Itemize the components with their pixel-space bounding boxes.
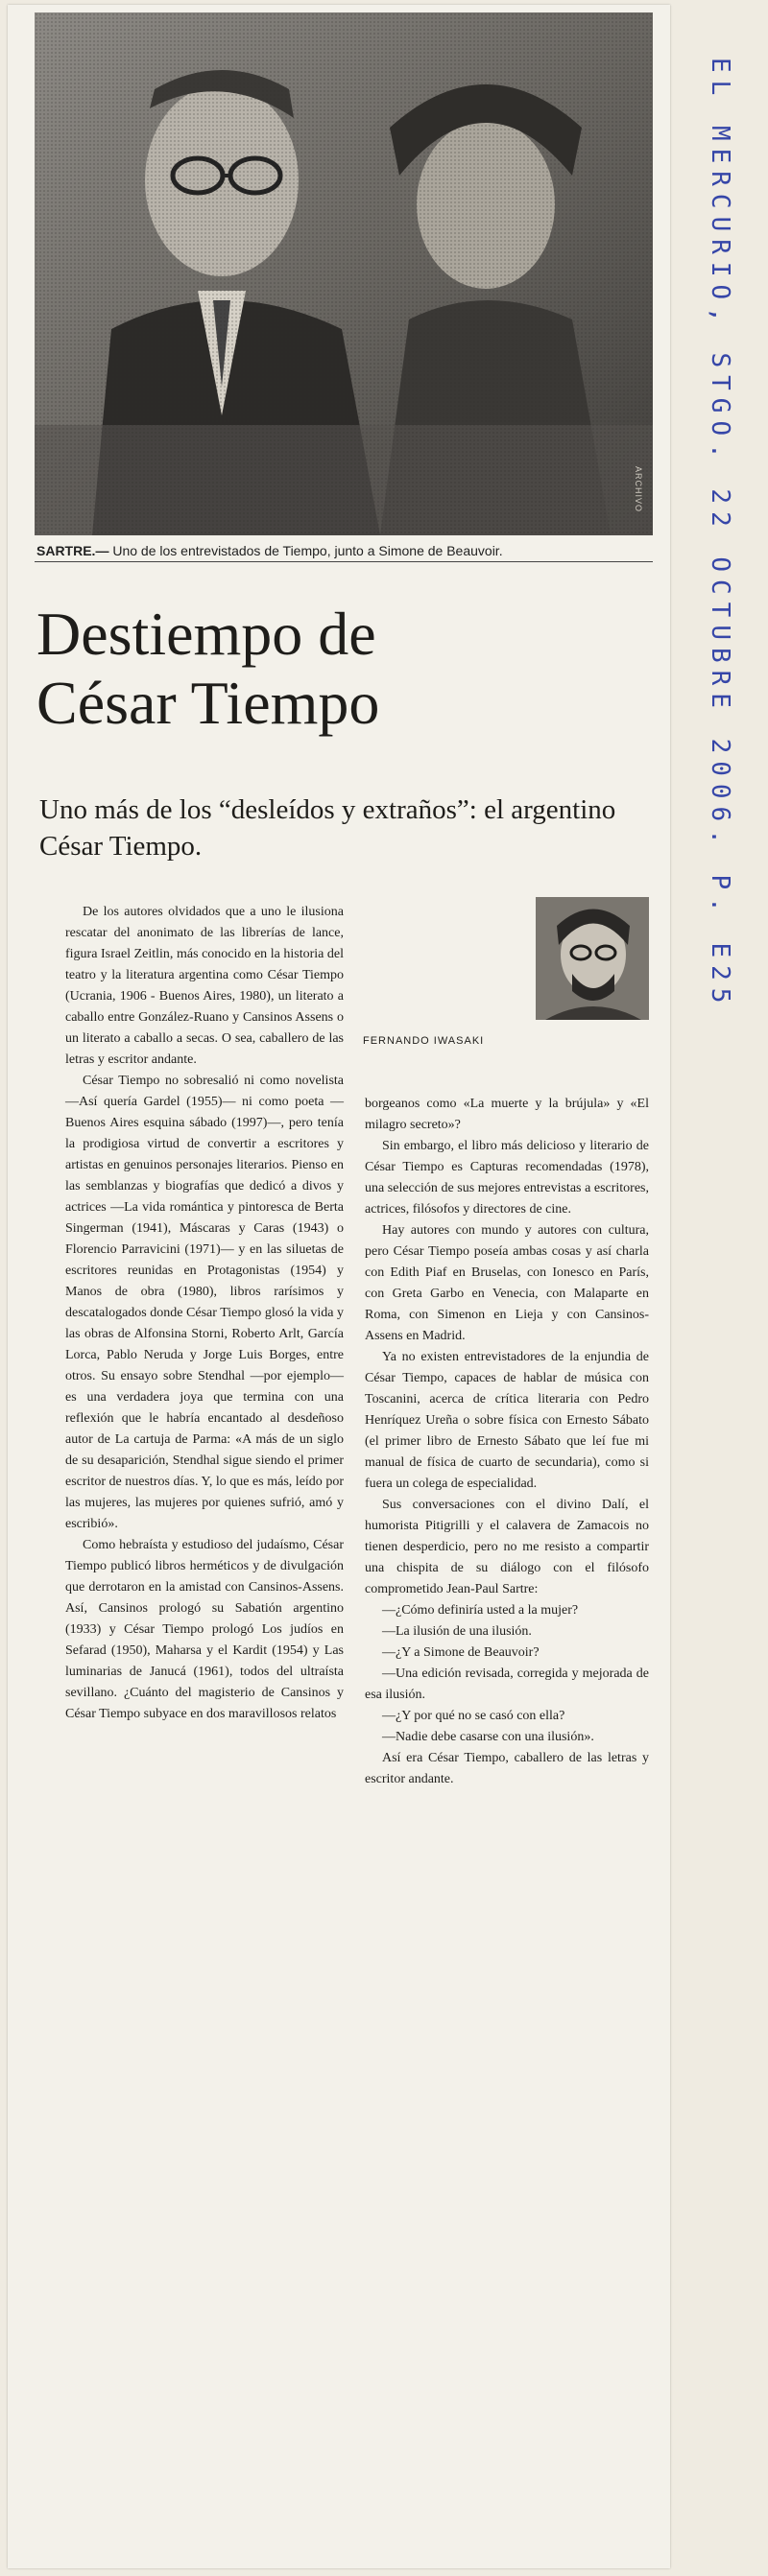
sartre-photo: [35, 12, 653, 535]
author-byline: FERNANDO IWASAKI: [363, 1035, 485, 1047]
paragraph: Ya no existen entrevistadores de la enjundia de César Tiempo, capaces de hablar de música con Toscanini, acerca de crítica literaria con Pedro Henríquez Ureña o sobre física con Ernesto Sábato (el primer libro de Ernesto Sábato que leí fue mi manual de física de cuarto de secundaria), como si fuera un colega de especialidad.: [365, 1350, 649, 1491]
paragraph: Como hebraísta y estudioso del judaísmo, César Tiempo publicó libros herméticos y de divulgación que derrotaron en la amistad con Cansinos-Assens. Así, Cansinos prologó su Sabatión argentino (1933) y César Tiempo prologó Los judíos en Sefarad (1950), Maharsa y el Kardit (1954) y Las luminarias de Janucá (1961), todos del ultraísta sevillano. ¿Cuánto del magisterio de Cansinos y César Tiempo subyace en dos maravillosos relatos: [65, 1538, 344, 1721]
paragraph: Sin embargo, el libro más delicioso y literario de César Tiempo es Capturas recomendadas (1978), una selección de sus mejores entrevistas a escritores, actrices, filósofos y directores de cine.: [365, 1139, 649, 1217]
dialogue-line: —¿Cómo definiría usted a la mujer?: [382, 1603, 579, 1618]
headline-line-2: César Tiempo: [36, 669, 380, 737]
caption-divider: [35, 561, 653, 562]
paragraph: Así era César Tiempo, caballero de las letras y escritor andante.: [365, 1751, 649, 1786]
author-portrait-illustration: [536, 897, 649, 1020]
source-note-text: EL MERCURIO, STGO. 22 OCTUBRE 2006. P. E25: [706, 58, 734, 1011]
paragraph: borgeanos como «La muerte y la brújula» y «El milagro secreto»?: [365, 1097, 649, 1132]
newspaper-clipping: [8, 5, 670, 2568]
caption-text: Uno de los entrevistados de Tiempo, junto a Simone de Beauvoir.: [108, 543, 503, 558]
photo-caption: [36, 543, 660, 558]
caption-lead: SARTRE.—: [36, 543, 109, 558]
article-column-left: [65, 902, 344, 1725]
dialogue-line: —¿Y por qué no se casó con ella?: [382, 1709, 565, 1723]
headline: [36, 600, 612, 738]
dialogue-line: —La ilusión de una ilusión.: [382, 1624, 532, 1639]
photo-illustration: [35, 12, 653, 535]
subheadline: Uno más de los “desleídos y extraños”: el argentino César Tiempo.: [39, 794, 616, 862]
photo-credit: ARCHIVO: [634, 465, 643, 512]
dialogue-line: —Una edición revisada, corregida y mejorada de esa ilusión.: [365, 1666, 649, 1702]
article-column-right: [365, 1094, 649, 1790]
dialogue-line: —Nadie debe casarse con una ilusión».: [382, 1730, 594, 1744]
headline-line-1: Destiempo de: [36, 600, 376, 668]
paragraph: Hay autores con mundo y autores con cultura, pero César Tiempo poseía ambas cosas y así charla con Edith Piaf en Bruselas, con Ionesco en París, con Greta Garbo en Venecia, con Malaparte en Roma, con Simenon en Lieja y con Cansinos-Assens en Madrid.: [365, 1223, 649, 1343]
dialogue-line: —¿Y a Simone de Beauvoir?: [382, 1645, 540, 1660]
author-portrait: [536, 897, 649, 1020]
paragraph: Sus conversaciones con el divino Dalí, el humorista Pitigrilli y el calavera de Zamacois no tienen desperdicio, pero no me resisto a compartir una chispita de su diálogo con el filósofo comprometido Jean-Paul Sartre:: [365, 1498, 649, 1596]
handwritten-source-note: [706, 58, 754, 2456]
paragraph: César Tiempo no sobresalió ni como novelista —Así quería Gardel (1955)— ni como poeta —Buenos Aires esquina sábado (1997)—, pero tenía la prodigiosa virtud de convertir a escritores y artistas en genuinos personajes literarios. Pienso en las semblanzas y biografías que dedicó a divos y actrices —La vida romántica y pintoresca de Berta Singerman (1941), Máscaras y Caras (1943) o Florencio Parravicini (1971)— y en las siluetas de escritores reunidas en Protagonistas (1954) y Manos de obra (1980), libros rarísimos y descatalogados donde César Tiempo glosó la vida y las obras de Alfonsina Storni, Roberto Arlt, García Lorca, Pablo Neruda y Jorge Luis Borges, entre otros. Su ensayo sobre Stendhal —por ejemplo— es una verdadera joya que termina con una reflexión que le habría encantado al desdeñoso autor de La cartuja de Parma: «A más de un siglo de su desaparición, Stendhal sigue siendo el primer escritor de nuestros días. Y, lo que es más, leído por las mujeres, las mujeres por quienes sufrió, amó y escribió».: [65, 1074, 344, 1531]
paragraph: De los autores olvidados que a uno le ilusiona rescatar del anonimato de las librerías de lance, figura Israel Zeitlin, más conocido en la historia del teatro y la literatura argentina como César Tiempo (Ucrania, 1906 - Buenos Aires, 1980), un literato a caballo entre González-Ruano y Cansinos Assens o un literato a caballo a secas. O sea, caballero de las letras y escritor andante.: [65, 905, 344, 1067]
